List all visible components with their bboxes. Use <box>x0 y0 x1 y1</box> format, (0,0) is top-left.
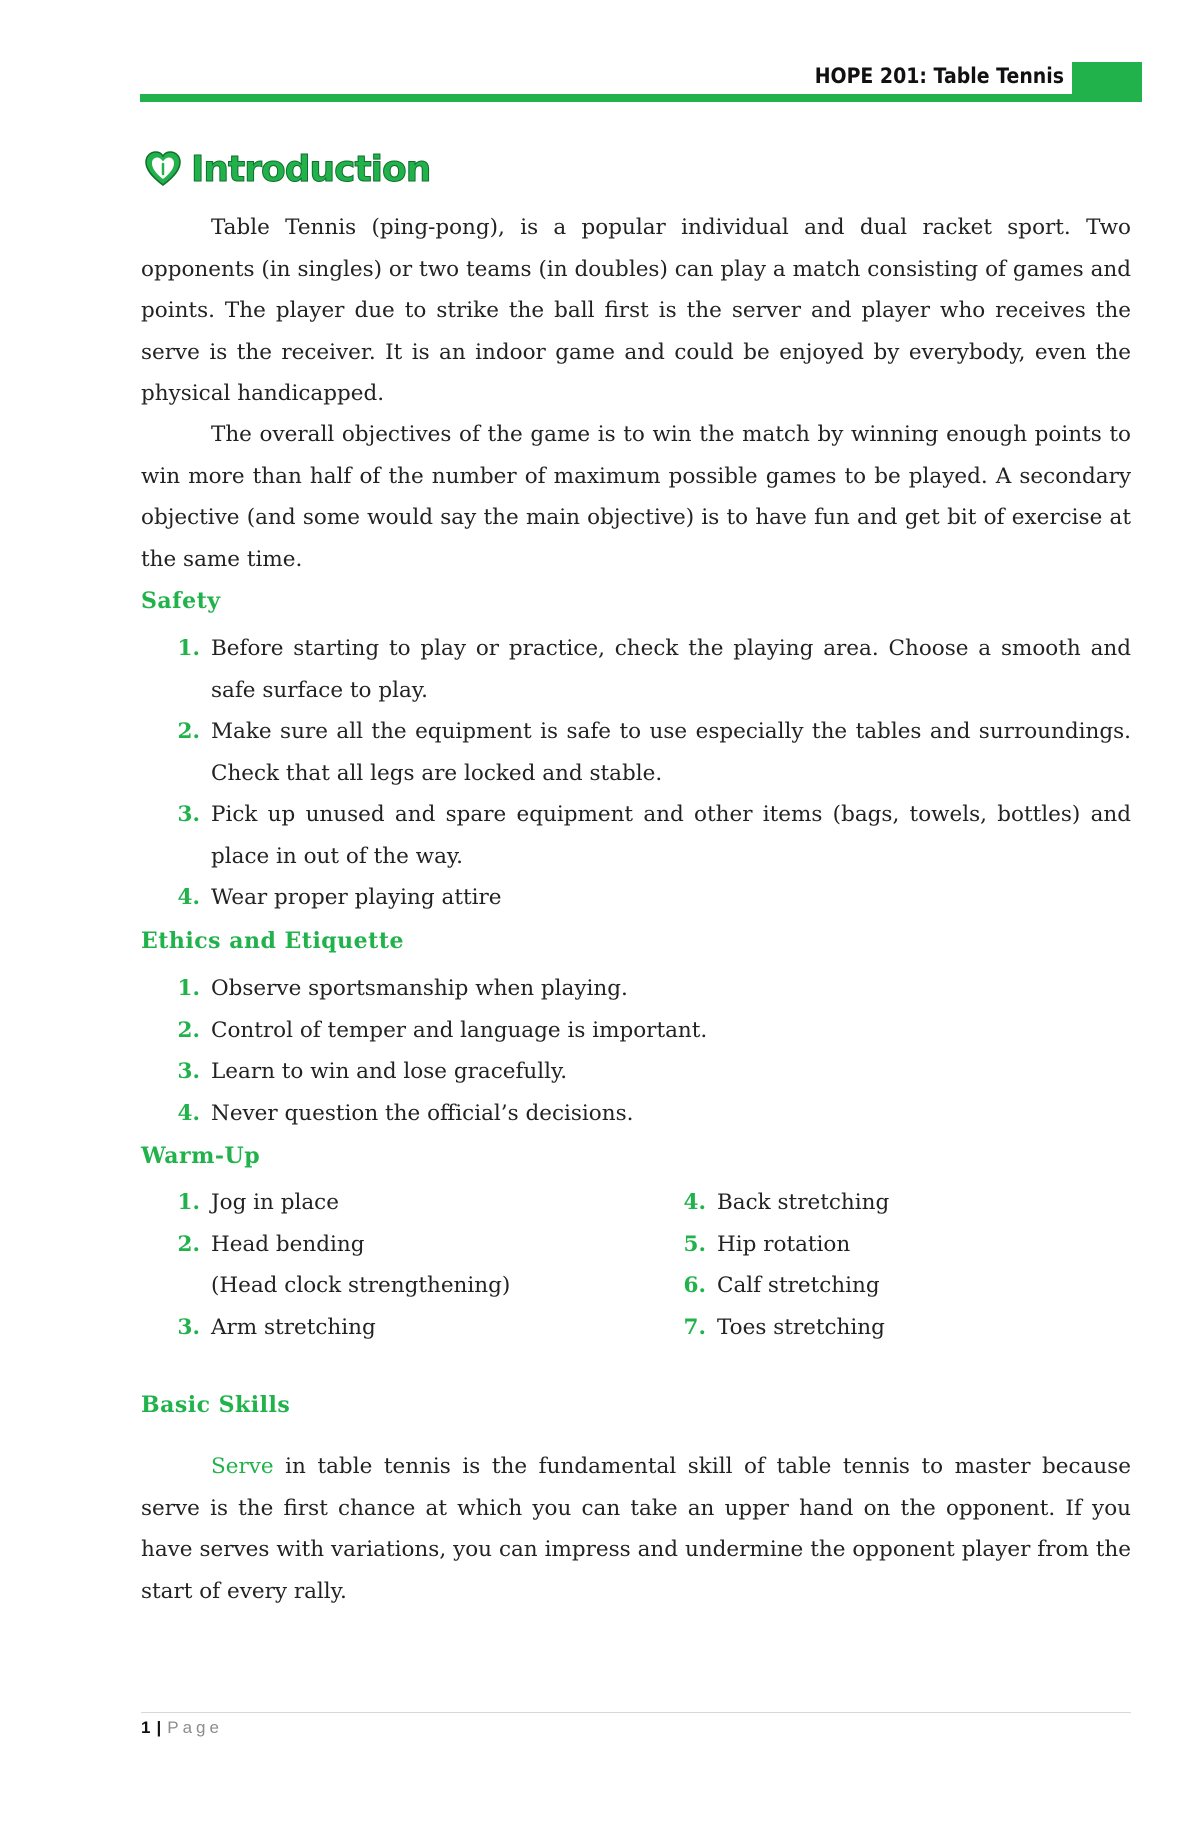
basic-skills-paragraph <box>141 1446 1131 1612</box>
list-number: 1. <box>177 1190 200 1215</box>
safety-heading: Safety <box>141 588 221 614</box>
list-number: 3. <box>177 802 200 827</box>
list-item-subtext: (Head clock strengthening) <box>211 1273 511 1298</box>
list-item-text: Arm stretching <box>211 1314 376 1340</box>
list-number: 6. <box>683 1273 706 1298</box>
list-number: 4. <box>683 1190 706 1215</box>
list-number: 1. <box>177 976 200 1001</box>
basic-skills-text: in table tennis is the fundamental skill of table tennis to master because serve is the first chance at which you can take an upper hand on the opponent. If you have serves with variations, you can impress and undermine the opponent player from the start of every rally. <box>141 1454 1131 1604</box>
page-label: Page <box>167 1718 223 1737</box>
list-number: 3. <box>177 1059 200 1084</box>
list-number: 5. <box>683 1231 706 1257</box>
list-item-text: Hip rotation <box>717 1231 851 1257</box>
list-item-text: Jog in place <box>211 1190 339 1215</box>
list-item <box>141 794 1131 877</box>
intro-paragraph-1: Table Tennis (ping-pong), is a popular individual and dual racket sport. Two opponents (in singles) or two teams (in doubles) can play a match consisting of games and points. The player due to strike the ball first is the server and player who receives the serve is the receiver. It is an indoor game and could be enjoyed by everybody, even the physical handicapped. <box>141 215 1131 406</box>
introduction-heading <box>143 148 430 190</box>
list-item-text: Pick up unused and spare equipment and other items (bags, towels, bottles) and place in out of the way. <box>211 802 1131 869</box>
list-item <box>141 1307 646 1349</box>
list-item <box>141 968 1131 1010</box>
list-item <box>141 1182 646 1224</box>
list-number: 4. <box>177 885 200 910</box>
footer-divider <box>141 1712 1131 1713</box>
list-number: 2. <box>177 1231 200 1257</box>
list-item <box>647 1307 1131 1349</box>
list-item <box>141 1093 1131 1135</box>
intro-paragraph-2: The overall objectives of the game is to win the match by winning enough points to win more than half of the number of maximum possible games to be played. A secondary objective (and some would say the main objective) is to have fun and get bit of exercise at the same time. <box>141 422 1131 572</box>
list-item-text: Learn to win and lose gracefully. <box>211 1059 568 1084</box>
list-number: 2. <box>177 719 200 744</box>
list-item-text: Observe sportsmanship when playing. <box>211 976 628 1001</box>
page-separator: | <box>156 1718 162 1737</box>
list-item-text: Make sure all the equipment is safe to use especially the tables and surroundings. Check that all legs are locked and stable. <box>211 719 1131 786</box>
warmup-list-left <box>141 1182 646 1348</box>
list-number: 7. <box>683 1314 706 1340</box>
list-item-text: Wear proper playing attire <box>211 885 502 910</box>
warmup-heading: Warm-Up <box>141 1143 261 1169</box>
list-item-text-group <box>211 1224 646 1307</box>
introduction-title: Introduction <box>191 148 431 190</box>
document-header-title: HOPE 201: Table Tennis <box>814 64 1064 88</box>
list-item-text: Control of temper and language is important. <box>211 1017 708 1043</box>
header-divider-line <box>140 94 1142 102</box>
list-item <box>141 711 1131 794</box>
list-number: 3. <box>177 1314 200 1340</box>
list-item <box>647 1265 1131 1307</box>
ethics-list <box>141 968 1131 1134</box>
list-item <box>141 877 1131 919</box>
safety-list <box>141 628 1131 919</box>
serve-highlight: Serve <box>211 1454 274 1479</box>
page-footer <box>141 1718 223 1738</box>
basic-skills-heading: Basic Skills <box>141 1392 291 1418</box>
list-item-text: Toes stretching <box>717 1314 885 1340</box>
ethics-heading: Ethics and Etiquette <box>141 928 404 954</box>
list-item <box>141 1010 1131 1052</box>
list-item-text: Head bending <box>211 1231 365 1257</box>
heart-icon <box>143 149 183 189</box>
header-accent-block <box>1072 62 1142 102</box>
list-number: 1. <box>177 636 200 661</box>
list-item-text: Before starting to play or practice, check the playing area. Choose a smooth and safe surface to play. <box>211 636 1131 703</box>
list-item-text: Calf stretching <box>717 1273 880 1298</box>
page-number: 1 <box>141 1718 151 1737</box>
list-item <box>647 1224 1131 1266</box>
list-item <box>141 628 1131 711</box>
list-item-text: Back stretching <box>717 1190 890 1215</box>
list-number: 2. <box>177 1017 200 1043</box>
list-item-text: Never question the official’s decisions. <box>211 1100 634 1126</box>
list-item <box>141 1224 646 1307</box>
list-item <box>647 1182 1131 1224</box>
warmup-list-right <box>647 1182 1131 1348</box>
list-number: 4. <box>177 1100 200 1126</box>
list-item <box>141 1051 1131 1093</box>
